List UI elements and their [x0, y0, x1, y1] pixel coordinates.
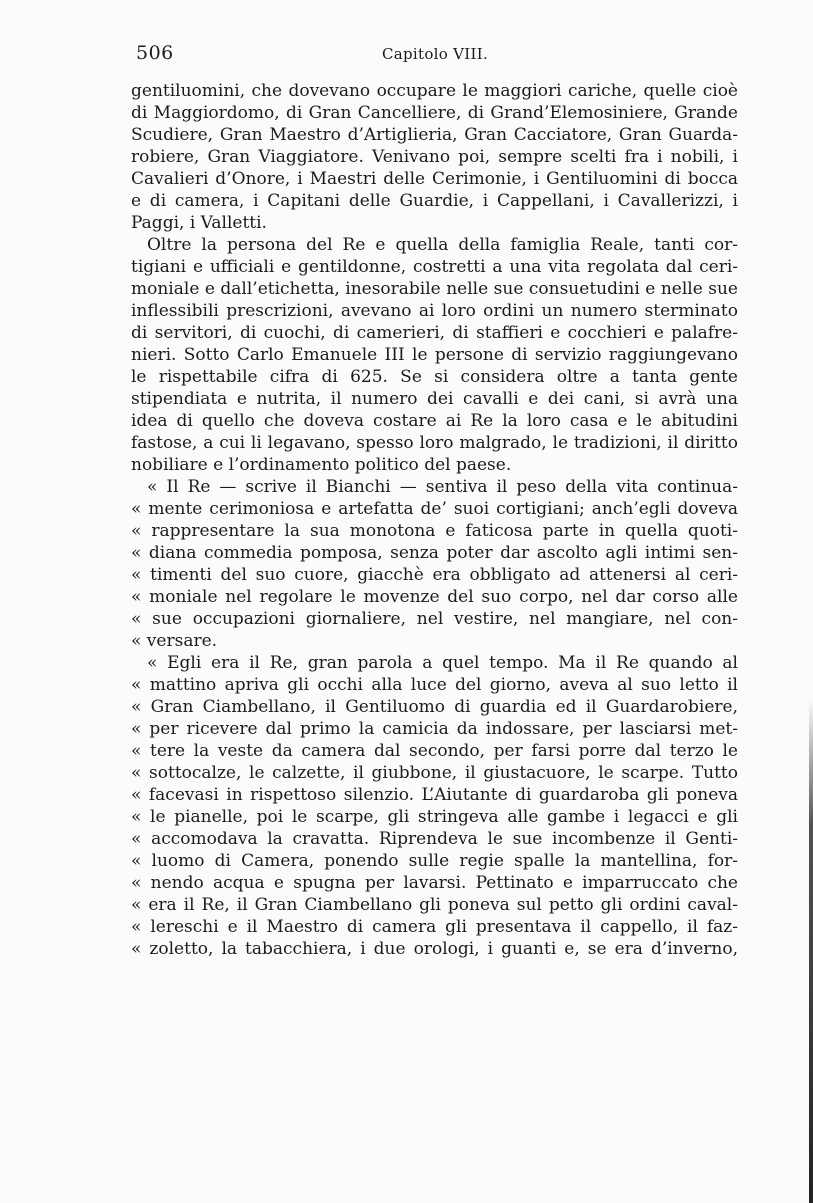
text-line: di servitori, di cuochi, di camerieri, di staffieri e cocchieri e palafre-	[131, 323, 738, 343]
text-line: e di camera, i Capitani delle Guardie, i Cappellani, i Cavallerizzi, i	[131, 191, 738, 211]
text-line: robiere, Gran Viaggiatore. Venivano poi, sempre scelti fra i nobili, i	[131, 147, 738, 167]
page-header	[136, 42, 736, 66]
text-line: « Gran Ciambellano, il Gentiluomo di guardia ed il Guardarobiere,	[131, 697, 738, 717]
text-line: Cavalieri d’Onore, i Maestri delle Cerimonie, i Gentiluomini di bocca	[131, 169, 738, 189]
text-line: « diana commedia pomposa, senza poter dar ascolto agli intimi sen-	[131, 543, 738, 563]
text-line: « facevasi in rispettoso silenzio. L’Aiutante di guardaroba gli poneva	[131, 785, 738, 805]
text-line: gentiluomini, che dovevano occupare le maggiori cariche, quelle cioè	[131, 81, 738, 101]
text-line: le rispettabile cifra di 625. Se si considera oltre a tanta gente	[131, 367, 738, 387]
text-line: tigiani e ufficiali e gentildonne, costretti a una vita regolata dal ceri-	[131, 257, 738, 277]
text-line: « lereschi e il Maestro di camera gli presentava il cappello, il faz-	[131, 917, 738, 937]
text-line: moniale e dall’etichetta, inesorabile nelle sue consuetudini e nelle sue	[131, 279, 738, 299]
text-line: « versare.	[131, 631, 218, 651]
running-title: Capitolo VIII.	[382, 45, 489, 63]
text-line: Oltre la persona del Re e quella della famiglia Reale, tanti cor-	[147, 235, 738, 255]
text-line: « accomodava la cravatta. Riprendeva le sue incombenze il Genti-	[131, 829, 738, 849]
text-line: « zoletto, la tabacchiera, i due orologi, i guanti e, se era d’inverno,	[131, 939, 738, 959]
text-line: di Maggiordomo, di Gran Cancelliere, di Grand’Elemosiniere, Grande	[131, 103, 738, 123]
text-line: « Il Re — scrive il Bianchi — sentiva il peso della vita continua-	[147, 477, 738, 497]
text-line: « le pianelle, poi le scarpe, gli stringeva alle gambe i legacci e gli	[131, 807, 738, 827]
text-line: nobiliare e l’ordinamento politico del paese.	[131, 455, 512, 475]
body-text	[131, 80, 738, 960]
text-line: inflessibili prescrizioni, avevano ai loro ordini un numero sterminato	[131, 301, 738, 321]
text-line: « Egli era il Re, gran parola a quel tempo. Ma il Re quando al	[147, 653, 738, 673]
text-line: Paggi, i Valletti.	[131, 213, 267, 233]
text-line: « per ricevere dal primo la camicia da indossare, per lasciarsi met-	[131, 719, 738, 739]
text-line: « sottocalze, le calzette, il giubbone, il giustacuore, le scarpe. Tutto	[131, 763, 738, 783]
text-line: « mente cerimoniosa e artefatta de’ suoi cortigiani; anch’egli doveva	[131, 499, 738, 519]
text-line: « tere la veste da camera dal secondo, per farsi porre dal terzo le	[131, 741, 738, 761]
text-line: « luomo di Camera, ponendo sulle regie spalle la mantellina, for-	[131, 851, 738, 871]
text-line: stipendiata e nutrita, il numero dei cavalli e dei cani, si avrà una	[131, 389, 738, 409]
text-line: « mattino apriva gli occhi alla luce del giorno, aveva al suo letto il	[131, 675, 738, 695]
text-line: « sue occupazioni giornaliere, nel vestire, nel mangiare, nel con-	[131, 609, 738, 629]
text-line: « rappresentare la sua monotona e faticosa parte in quella quoti-	[131, 521, 738, 541]
text-line: « era il Re, il Gran Ciambellano gli poneva sul petto gli ordini caval-	[131, 895, 738, 915]
text-line: Scudiere, Gran Maestro d’Artiglieria, Gran Cacciatore, Gran Guarda-	[131, 125, 738, 145]
text-line: nieri. Sotto Carlo Emanuele III le persone di servizio raggiungevano	[131, 345, 738, 365]
text-line: idea di quello che doveva costare ai Re la loro casa e le abitudini	[131, 411, 738, 431]
text-line: fastose, a cui li legavano, spesso loro malgrado, le tradizioni, il diritto	[131, 433, 738, 453]
text-line: « moniale nel regolare le movenze del suo corpo, nel dar corso alle	[131, 587, 738, 607]
page-number: 506	[136, 42, 174, 64]
text-line: « timenti del suo cuore, giacchè era obbligato ad attenersi al ceri-	[131, 565, 738, 585]
text-line: « nendo acqua e spugna per lavarsi. Pettinato e imparruccato che	[131, 873, 738, 893]
scan-edge-shadow	[809, 700, 813, 1203]
